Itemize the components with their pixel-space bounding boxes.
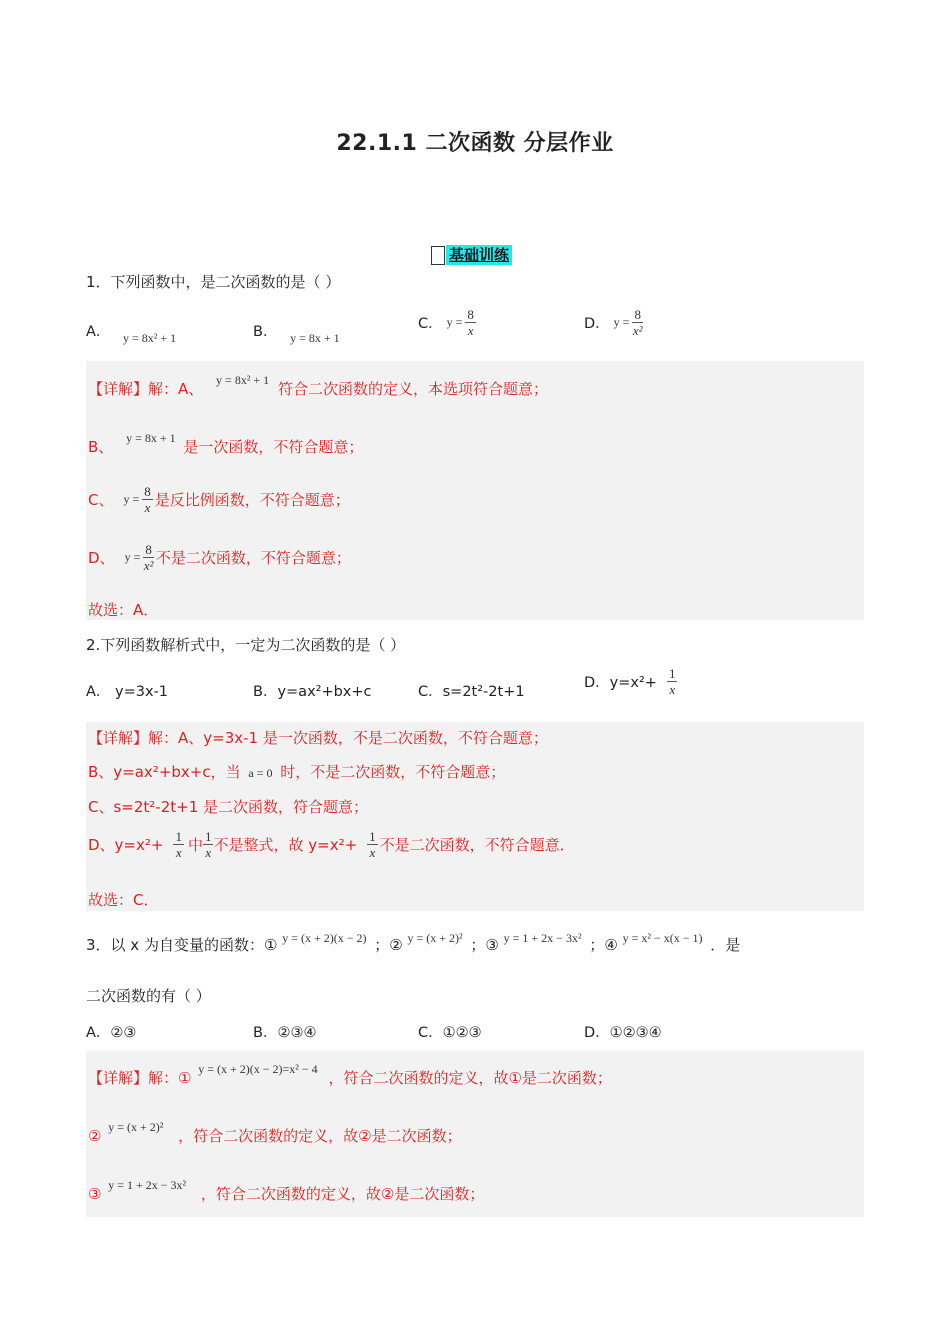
stem-text: ；②: [374, 936, 403, 954]
q2-answer: 故选：C．: [88, 891, 159, 909]
numerator: 8: [145, 542, 152, 557]
formula: y = 1 + 2x − 3x²: [503, 931, 582, 945]
solution-head: D、: [88, 549, 115, 567]
formula: y = x² − x(x − 1): [622, 931, 703, 945]
q2-solution-line-1: 【详解】解：A、y=3x-1 是一次函数，不是二次函数，不符合题意；: [88, 729, 548, 747]
fraction: [367, 829, 378, 860]
fraction: [667, 666, 678, 697]
denominator: x: [369, 845, 376, 860]
q1-option-d: [584, 307, 643, 338]
solution-text: B、y=ax²+bx+c，当: [88, 763, 241, 781]
formula: a = 0: [248, 766, 273, 780]
fraction: [465, 307, 476, 338]
q3-solution-line-1: [88, 1062, 612, 1088]
numerator: 8: [467, 307, 474, 322]
formula: y = (x + 2)²: [108, 1120, 164, 1134]
numerator: 8: [634, 307, 641, 322]
y-eq: y =: [124, 550, 141, 564]
solution-head: B、: [88, 438, 114, 456]
q3-stem: [86, 931, 741, 955]
section-marker: [431, 246, 445, 265]
denominator: x²: [632, 323, 643, 338]
q2-solution-line-3: C、s=2t²-2t+1 是二次函数，符合题意；: [88, 798, 369, 816]
solution-head: C、: [88, 491, 114, 509]
q1-answer: 故选：A．: [88, 601, 159, 619]
section-heading: [431, 245, 512, 265]
formula: y = 8x + 1: [126, 431, 176, 445]
option-letter: D．: [584, 316, 610, 332]
denominator: x: [669, 682, 676, 697]
q2-option-d: [584, 666, 677, 697]
formula: y = (x + 2)²: [407, 931, 463, 945]
denominator: x: [144, 500, 151, 515]
q1-solution-line-4: [88, 542, 351, 573]
q1-solution-line-1: [88, 373, 548, 399]
q3-option-d: D．①②③④: [584, 1025, 662, 1041]
numerator: 1: [369, 829, 376, 844]
solution-text: 不是二次函数，不符合题意．: [379, 836, 575, 854]
solution-text: ，符合二次函数的定义，故②是二次函数；: [200, 1185, 485, 1203]
q2-option-a: A． y=3x-1: [86, 684, 169, 700]
y-eq: y =: [613, 315, 630, 329]
formula: y = (x + 2)(x − 2)=x² − 4: [198, 1062, 318, 1076]
solution-head: ②: [88, 1127, 102, 1145]
q3-solution-line-3: [88, 1178, 485, 1204]
fraction: [632, 307, 643, 338]
q1-b-expr: y = 8x + 1: [290, 331, 340, 345]
q1-option-c: [418, 307, 476, 338]
solution-text: ，符合二次函数的定义，故①是二次函数；: [328, 1069, 612, 1087]
solution-head: 【详解】解：①: [88, 1069, 192, 1087]
stem-text: ；③: [470, 936, 499, 954]
solution-text: 时，不是二次函数，不符合题意；: [280, 763, 506, 781]
fraction: [173, 829, 184, 860]
numerator: 1: [204, 829, 212, 844]
solution-head: ③: [88, 1185, 102, 1203]
y-eq: y =: [446, 315, 463, 329]
q2-stem: 2.下列函数解析式中，一定为二次函数的是（ ）: [86, 636, 406, 654]
stem-text: ．是: [710, 936, 741, 954]
solution-text: 是反比例函数，不符合题意；: [154, 491, 350, 509]
section-label: 基础训练: [446, 245, 512, 265]
q1-option-a: [86, 320, 177, 345]
numerator: 8: [144, 484, 151, 499]
q1-stem: 1．下列函数中，是二次函数的是（ ）: [86, 273, 341, 291]
solution-head: 【详解】解：A、: [88, 380, 204, 398]
numerator: 1: [668, 666, 676, 681]
q2-solution-line-2: [88, 761, 505, 782]
q3-stem-line-2: 二次函数的有（ ）: [86, 987, 211, 1005]
solution-text: 不是整式，故 y=x²+: [213, 836, 358, 854]
stem-text: ；④: [589, 936, 618, 954]
denominator: x²: [143, 558, 154, 573]
solution-text: 不是二次函数，不符合题意；: [155, 549, 351, 567]
page-title: 22.1.1 二次函数 分层作业: [336, 131, 614, 156]
q3-solution-line-2: [88, 1120, 462, 1146]
q2-solution-line-4: [88, 829, 575, 860]
fraction: [203, 829, 214, 860]
q2-option-c: C．s=2t²-2t+1: [418, 684, 525, 700]
solution-text: D、y=x²+: [88, 836, 164, 854]
y-eq: y =: [123, 492, 140, 506]
q1-a-expr: y = 8x² + 1: [123, 331, 177, 345]
numerator: 1: [175, 829, 182, 844]
solution-text: 符合二次函数的定义，本选项符合题意；: [277, 380, 548, 398]
solution-text: ，符合二次函数的定义，故②是二次函数；: [178, 1127, 462, 1145]
q3-option-c: C．①②③: [418, 1025, 482, 1041]
option-letter: A．: [86, 324, 111, 340]
option-letter: C．: [418, 316, 443, 332]
option-letter: B．: [253, 324, 278, 340]
solution-text: 是一次函数，不符合题意；: [183, 438, 364, 456]
q3-option-b: B．②③④: [253, 1025, 317, 1041]
q3-option-a: A．②③: [86, 1025, 137, 1041]
solution-text: 中: [187, 836, 203, 854]
q1-solution-line-3: [88, 484, 350, 515]
formula: y = 1 + 2x − 3x²: [108, 1178, 187, 1192]
denominator: x: [467, 323, 474, 338]
formula: y = (x + 2)(x − 2): [282, 931, 367, 945]
q1-option-b: [253, 320, 340, 345]
fraction: [143, 542, 154, 573]
fraction: [142, 484, 153, 515]
stem-text: 3．以 x 为自变量的函数：①: [86, 936, 278, 954]
formula: y = 8x² + 1: [216, 373, 270, 387]
q2-option-b: B．y=ax²+bx+c: [253, 684, 372, 700]
denominator: x: [205, 845, 212, 860]
option-text: D．y=x²+: [584, 675, 657, 691]
q1-solution-line-2: [88, 431, 364, 457]
denominator: x: [175, 845, 182, 860]
